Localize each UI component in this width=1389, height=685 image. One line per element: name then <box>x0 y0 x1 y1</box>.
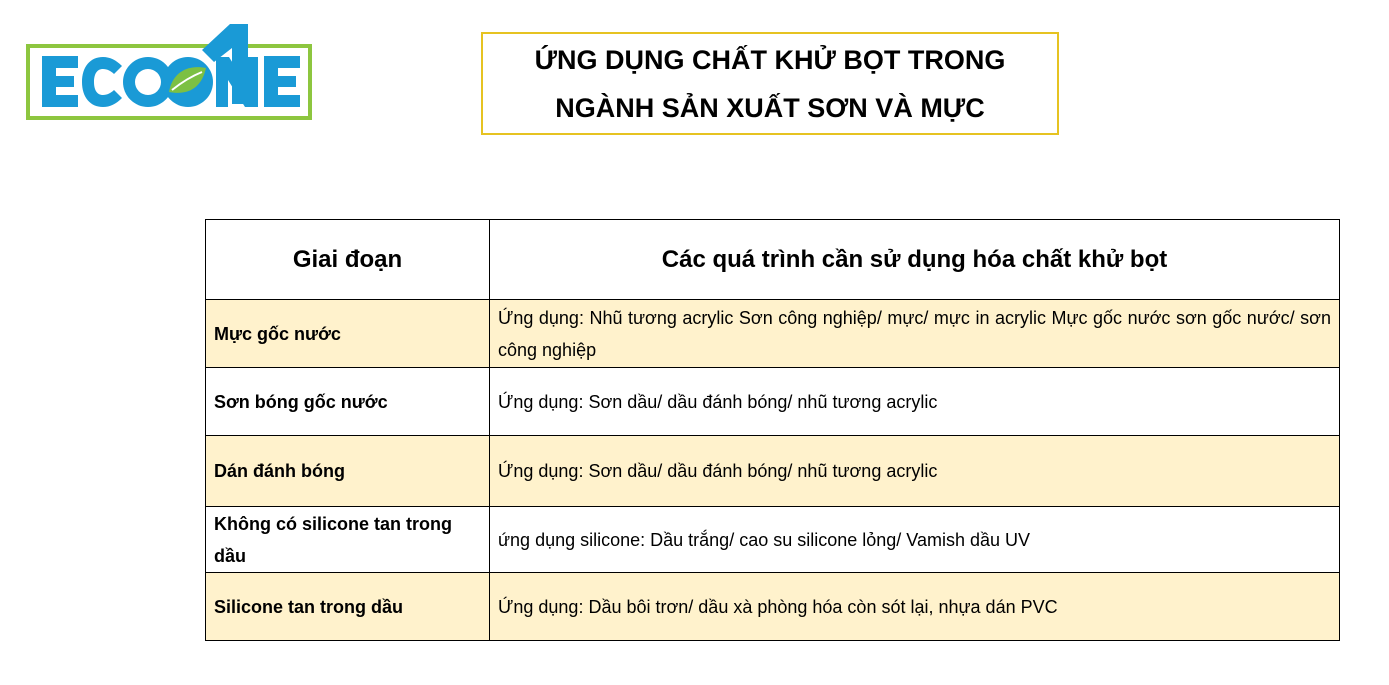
table-row <box>206 300 1340 368</box>
table-row <box>206 436 1340 507</box>
header-process: Các quá trình cần sử dụng hóa chất khử bọt <box>490 220 1340 300</box>
process-cell: Ứng dụng: Dầu bôi trơn/ dầu xà phòng hóa còn sót lại, nhựa dán PVC <box>490 573 1340 641</box>
table-row <box>206 507 1340 573</box>
table-header-row <box>206 220 1340 300</box>
defoamer-application-table <box>205 219 1339 641</box>
ecoone-logo <box>26 22 312 120</box>
process-cell: Ứng dụng: Sơn dầu/ dầu đánh bóng/ nhũ tương acrylic <box>490 436 1340 507</box>
process-cell: Ứng dụng: Sơn dầu/ dầu đánh bóng/ nhũ tương acrylic <box>490 368 1340 436</box>
stage-cell: Silicone tan trong dầu <box>206 573 490 641</box>
stage-cell: Mực gốc nước <box>206 300 490 368</box>
stage-cell: Sơn bóng gốc nước <box>206 368 490 436</box>
page-title-line-1: ỨNG DỤNG CHẤT KHỬ BỌT TRONG <box>534 44 1006 75</box>
application-table <box>205 219 1340 641</box>
table-row <box>206 368 1340 436</box>
process-cell: Ứng dụng: Nhũ tương acrylic Sơn công nghiệp/ mực/ mực in acrylic Mực gốc nước sơn gốc nước/ sơn công nghiệp <box>490 300 1340 368</box>
page-title-box <box>481 32 1059 135</box>
process-cell: ứng dụng silicone: Dầu trắng/ cao su silicone lỏng/ Vamish dầu UV <box>490 507 1340 573</box>
stage-cell: Dán đánh bóng <box>206 436 490 507</box>
stage-cell: Không có silicone tan trong dầu <box>206 507 490 573</box>
table-row <box>206 573 1340 641</box>
page-title-line-2: NGÀNH SẢN XUẤT SƠN VÀ MỰC <box>555 92 985 123</box>
header-stage: Giai đoạn <box>206 220 490 300</box>
ecoone-logo-mark <box>26 22 312 120</box>
